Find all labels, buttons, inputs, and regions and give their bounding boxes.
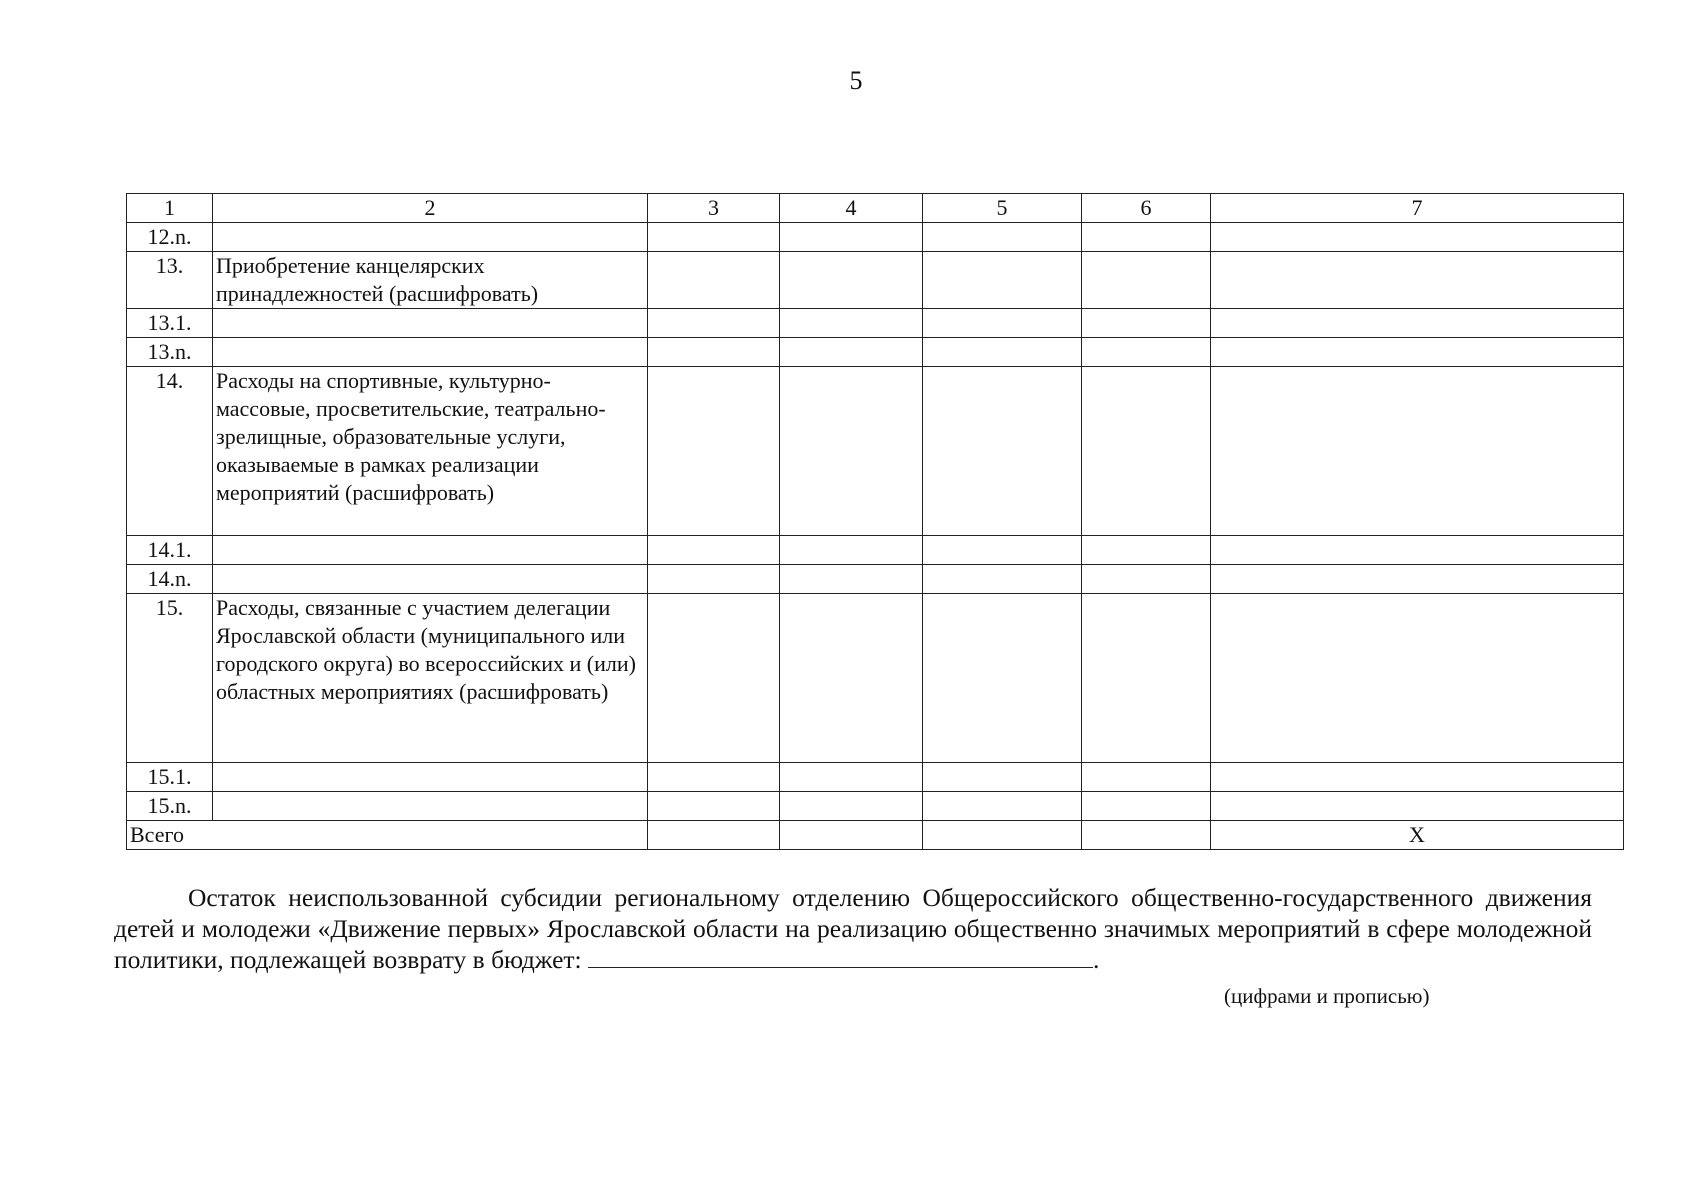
table-cell — [1082, 252, 1211, 309]
table-cell — [648, 338, 780, 367]
table-row — [127, 565, 1624, 594]
row-number: 13. — [127, 252, 213, 309]
row-number: 14.1. — [127, 536, 213, 565]
table-cell — [923, 252, 1082, 309]
total-x-mark: X — [1211, 821, 1624, 850]
table-cell — [1082, 367, 1211, 536]
table-cell — [648, 252, 780, 309]
table-cell — [923, 536, 1082, 565]
row-description — [213, 338, 648, 367]
table-cell — [1211, 594, 1624, 763]
table-cell — [648, 367, 780, 536]
row-description: Приобретение канцелярских принадлежностей (расшифровать) — [213, 252, 648, 309]
table-row — [127, 594, 1624, 763]
table-row — [127, 536, 1624, 565]
total-label: Всего — [127, 821, 648, 850]
table-cell — [780, 594, 923, 763]
table-cell — [1082, 223, 1211, 252]
row-description — [213, 763, 648, 792]
row-description: Расходы на спортивные, культурно-массовые, просветительские, театрально-зрелищные, образовательные услуги, оказываемые в рамках реализации мероприятий (расшифровать) — [213, 367, 648, 536]
table-cell — [780, 338, 923, 367]
row-number: 12.n. — [127, 223, 213, 252]
table-cell — [1211, 536, 1624, 565]
table-cell — [780, 309, 923, 338]
row-description — [213, 309, 648, 338]
table-row — [127, 252, 1624, 309]
page-number: 5 — [849, 66, 863, 95]
table-cell — [780, 763, 923, 792]
amount-hint: (цифрами и прописью) — [1224, 984, 1430, 1008]
row-number: 14.n. — [127, 565, 213, 594]
table-cell — [780, 565, 923, 594]
column-header: 7 — [1211, 194, 1624, 223]
column-header: 4 — [780, 194, 923, 223]
column-header: 2 — [213, 194, 648, 223]
table-cell — [780, 821, 923, 850]
row-number: 14. — [127, 367, 213, 536]
table-cell — [1211, 338, 1624, 367]
table-cell — [1211, 367, 1624, 536]
table-cell — [1082, 338, 1211, 367]
row-description — [213, 223, 648, 252]
table-cell — [780, 223, 923, 252]
table-cell — [1211, 252, 1624, 309]
table-cell — [648, 821, 780, 850]
table-row — [127, 367, 1624, 536]
table-cell — [1211, 565, 1624, 594]
remainder-paragraph — [114, 882, 1592, 975]
row-description — [213, 565, 648, 594]
table-cell — [648, 792, 780, 821]
table-row — [127, 763, 1624, 792]
table-cell — [1211, 763, 1624, 792]
table-cell — [1211, 223, 1624, 252]
table-row — [127, 792, 1624, 821]
table-cell — [1211, 309, 1624, 338]
table-cell — [923, 594, 1082, 763]
table-cell — [780, 367, 923, 536]
table-cell — [648, 536, 780, 565]
table-cell — [923, 367, 1082, 536]
table-cell — [648, 309, 780, 338]
row-number: 15.n. — [127, 792, 213, 821]
total-row — [127, 821, 1624, 850]
table-cell — [923, 821, 1082, 850]
table-cell — [923, 223, 1082, 252]
row-description: Расходы, связанные с участием делегации Ярославской области (муниципального или городского округа) во всероссийских и (или) областных мероприятиях (расшифровать) — [213, 594, 648, 763]
table-cell — [923, 792, 1082, 821]
table-cell — [1082, 536, 1211, 565]
table-cell — [648, 223, 780, 252]
table-header-row — [127, 194, 1624, 223]
table-cell — [780, 536, 923, 565]
remainder-text: Остаток неиспользованной субсидии региональному отделению Общероссийского общественно-государственного движения детей и молодежи «Движение первых» Ярославской области на реализацию общественно значимых мероприятий в сфере молодежной политики, подлежащей возврату в бюджет: — [114, 883, 1592, 974]
column-header: 5 — [923, 194, 1082, 223]
table-cell — [648, 763, 780, 792]
end-mark: . — [1093, 945, 1100, 974]
table-cell — [923, 763, 1082, 792]
row-number: 15. — [127, 594, 213, 763]
column-header: 1 — [127, 194, 213, 223]
table-cell — [780, 252, 923, 309]
table-cell — [1082, 792, 1211, 821]
table-cell — [648, 565, 780, 594]
table-row — [127, 338, 1624, 367]
table-cell — [1082, 594, 1211, 763]
table-cell — [1082, 565, 1211, 594]
table-cell — [1211, 792, 1624, 821]
table-row — [127, 223, 1624, 252]
amount-blank-line — [588, 945, 1093, 968]
table-cell — [1082, 763, 1211, 792]
row-number: 15.1. — [127, 763, 213, 792]
table-cell — [923, 338, 1082, 367]
table-cell — [1082, 309, 1211, 338]
row-description — [213, 792, 648, 821]
table-cell — [1082, 821, 1211, 850]
table-cell — [648, 594, 780, 763]
table-cell — [780, 792, 923, 821]
row-number: 13.n. — [127, 338, 213, 367]
expenses-table — [126, 193, 1624, 850]
table-cell — [923, 565, 1082, 594]
column-header: 3 — [648, 194, 780, 223]
table-cell — [923, 309, 1082, 338]
column-header: 6 — [1082, 194, 1211, 223]
row-number: 13.1. — [127, 309, 213, 338]
table-row — [127, 309, 1624, 338]
row-description — [213, 536, 648, 565]
